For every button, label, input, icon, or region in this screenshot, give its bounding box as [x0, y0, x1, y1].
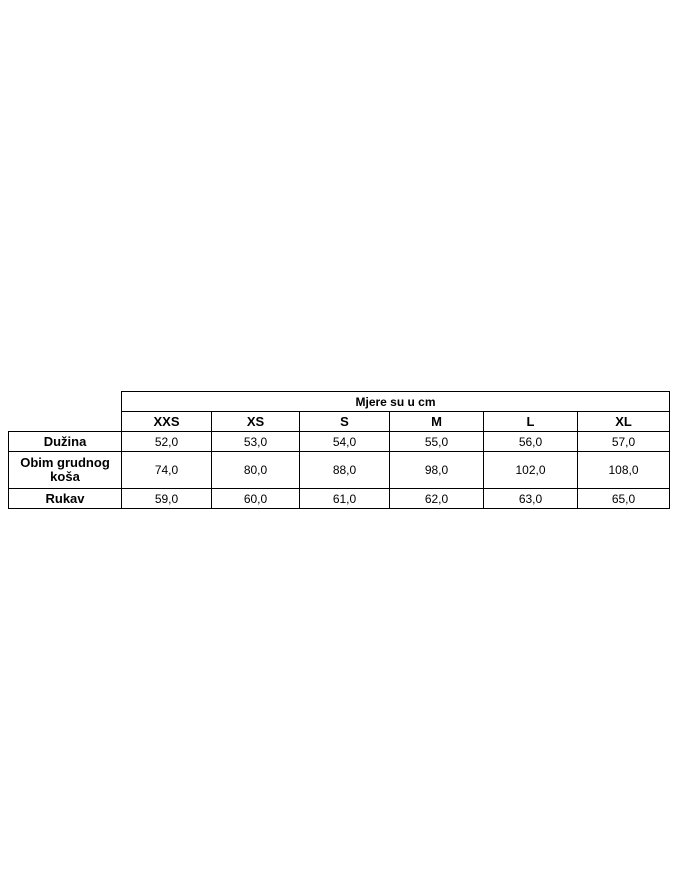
- size-header-xxs: XXS: [122, 412, 212, 432]
- size-header-xl: XL: [578, 412, 670, 432]
- table-cell: 53,0: [212, 432, 300, 452]
- table-cell: 74,0: [122, 452, 212, 489]
- table-row: [9, 452, 670, 489]
- size-header-xs: XS: [212, 412, 300, 432]
- table-cell: 102,0: [484, 452, 578, 489]
- corner-blank-cell: [9, 392, 122, 412]
- table-cell: 59,0: [122, 489, 212, 509]
- table-caption: Mjere su u cm: [122, 392, 670, 412]
- table-cell: 63,0: [484, 489, 578, 509]
- table-cell: 60,0: [212, 489, 300, 509]
- table-cell: 80,0: [212, 452, 300, 489]
- table-cell: 61,0: [300, 489, 390, 509]
- table-cell: 108,0: [578, 452, 670, 489]
- size-header-row: [9, 412, 670, 432]
- size-header-m: M: [390, 412, 484, 432]
- table-cell: 57,0: [578, 432, 670, 452]
- table-cell: 65,0: [578, 489, 670, 509]
- size-header-l: L: [484, 412, 578, 432]
- table-cell: 52,0: [122, 432, 212, 452]
- table-cell: 54,0: [300, 432, 390, 452]
- table-cell: 62,0: [390, 489, 484, 509]
- table-row: [9, 432, 670, 452]
- table-row: [9, 489, 670, 509]
- row-label-obim-grudnog-kosa: Obim grudnog koša: [9, 452, 122, 489]
- row-label-rukav: Rukav: [9, 489, 122, 509]
- size-chart-table: [8, 391, 670, 509]
- size-header-s: S: [300, 412, 390, 432]
- header-blank-cell: [9, 412, 122, 432]
- table-cell: 88,0: [300, 452, 390, 489]
- table-cell: 98,0: [390, 452, 484, 489]
- table-cell: 55,0: [390, 432, 484, 452]
- table-cell: 56,0: [484, 432, 578, 452]
- caption-row: [9, 392, 670, 412]
- row-label-duzina: Dužina: [9, 432, 122, 452]
